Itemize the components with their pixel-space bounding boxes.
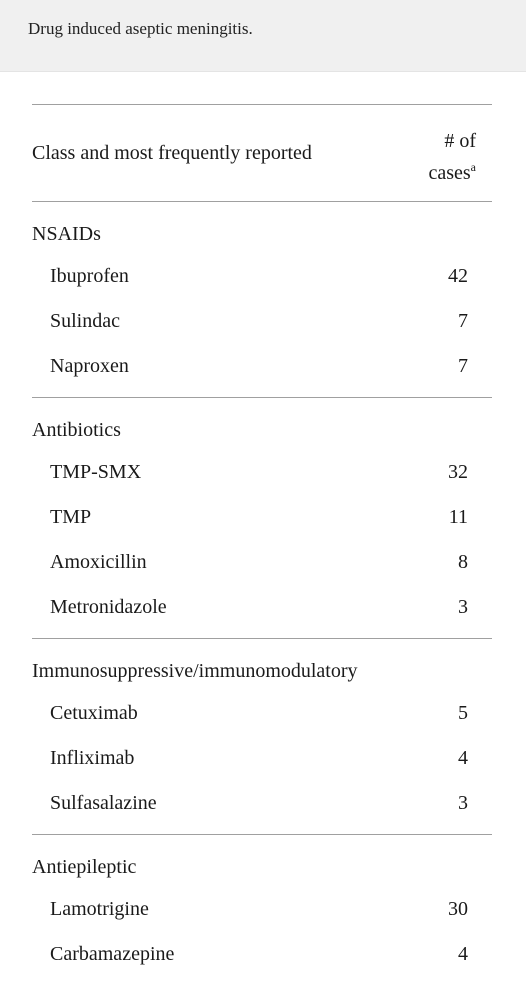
case-count: 5	[458, 702, 468, 724]
drug-name: TMP	[50, 506, 92, 528]
table-row	[32, 881, 492, 926]
case-count: 3	[458, 792, 468, 814]
case-count: 4	[458, 747, 468, 769]
case-count: 3	[458, 596, 468, 618]
drug-name: Carbamazepine	[50, 943, 175, 965]
drug-name: Amoxicillin	[50, 551, 147, 573]
cases-header-line1: # of	[444, 130, 476, 152]
table-row	[32, 444, 492, 489]
table-caption-bar	[0, 0, 526, 72]
drug-class-title: Immunosuppressive/immunomodulatory	[32, 660, 358, 682]
drug-class-title: NSAIDs	[32, 223, 101, 245]
drug-class-title: Antibiotics	[32, 419, 121, 441]
column-header-class: Class and most frequently reported	[32, 142, 312, 164]
drug-name: Lamotrigine	[50, 898, 149, 920]
table-row	[32, 293, 492, 338]
table-row	[32, 579, 492, 624]
table-row	[32, 248, 492, 293]
cases-header-line2	[428, 162, 476, 184]
table-row	[32, 534, 492, 579]
case-count: 7	[458, 310, 468, 332]
table-row	[32, 685, 492, 730]
table-row	[32, 775, 492, 820]
drug-name: Sulindac	[50, 310, 120, 332]
drug-class-group-antiepileptic	[32, 835, 492, 985]
drug-name: Sulfasalazine	[50, 792, 157, 814]
drug-name: Ibuprofen	[50, 265, 129, 287]
table-caption: Drug induced aseptic meningitis.	[28, 19, 253, 38]
drug-name: TMP-SMX	[50, 461, 142, 483]
case-count: 32	[448, 461, 468, 483]
drug-class-group-nsaids	[32, 202, 492, 397]
drug-name: Metronidazole	[50, 596, 167, 618]
table-header-row	[32, 105, 492, 201]
drug-name: Naproxen	[50, 355, 129, 377]
case-count: 7	[458, 355, 468, 377]
case-count: 42	[448, 265, 468, 287]
column-header-cases	[396, 125, 476, 191]
drug-name: Cetuximab	[50, 702, 138, 724]
case-count: 11	[448, 506, 468, 528]
drug-class-title: Antiepileptic	[32, 856, 137, 878]
case-count: 30	[448, 898, 468, 920]
table-row	[32, 338, 492, 383]
drug-class-group-antibiotics	[32, 398, 492, 638]
footnote-marker: a	[470, 160, 476, 174]
table-row	[32, 730, 492, 775]
case-count: 4	[458, 943, 468, 965]
table-row	[32, 489, 492, 534]
table-row	[32, 926, 492, 971]
case-count: 8	[458, 551, 468, 573]
drug-class-group-immunosuppressive	[32, 639, 492, 834]
drug-name: Infliximab	[50, 747, 135, 769]
drug-table	[32, 104, 492, 985]
cases-header-word: cases	[428, 162, 471, 184]
